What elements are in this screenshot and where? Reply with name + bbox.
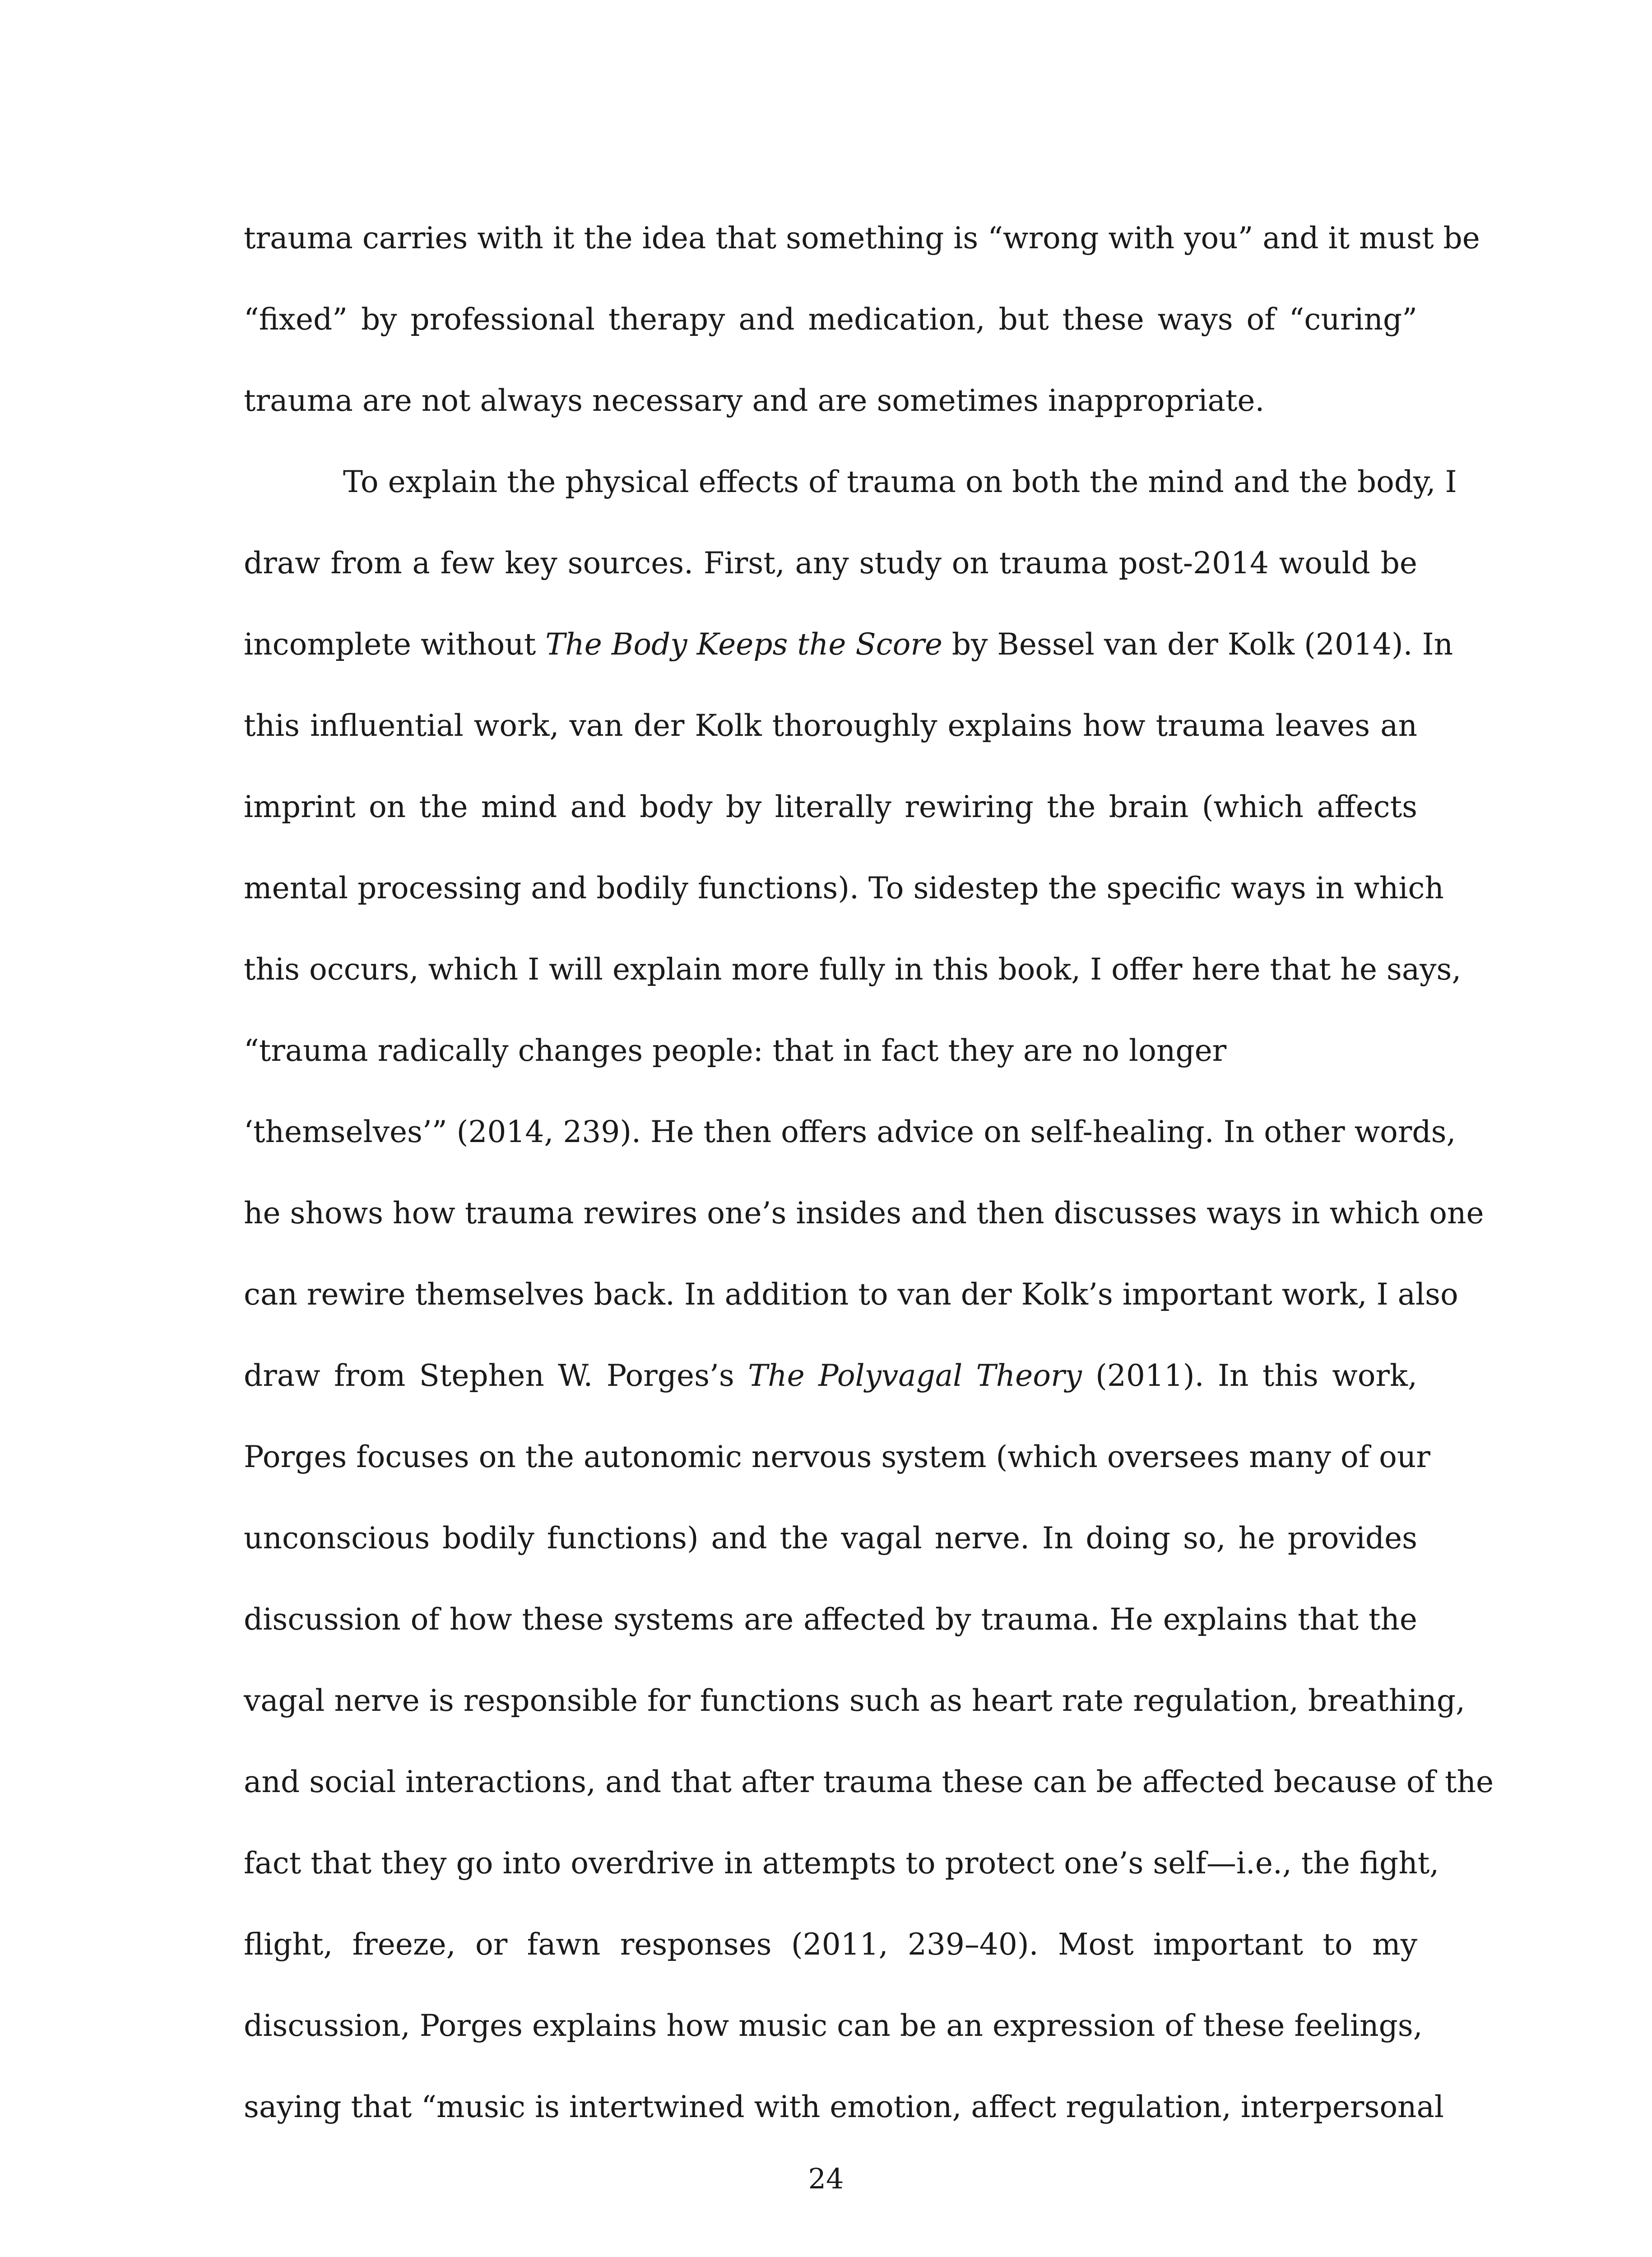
text-line bbox=[244, 1350, 1417, 1431]
text-line: ‘themselves’” (2014, 239). He then offers advice on self-healing. In other words, bbox=[244, 1115, 1456, 1149]
book-title-italic: The Body Keeps the Score bbox=[545, 627, 942, 662]
text-run: (2011). In this work, bbox=[1081, 1358, 1417, 1393]
text-line: “fixed” by professional therapy and medication, but these ways of “curing” bbox=[244, 302, 1417, 337]
text-line: this influential work, van der Kolk thoroughly explains how trauma leaves an bbox=[244, 708, 1417, 743]
book-title-italic: The Polyvagal Theory bbox=[748, 1358, 1082, 1393]
text-line: mental processing and bodily functions). To sidestep the specific ways in which bbox=[244, 871, 1444, 906]
text-line: saying that “music is intertwined with emotion, affect regulation, interpersonal bbox=[244, 2090, 1444, 2124]
body-text bbox=[244, 212, 1494, 2162]
text-run: by Bessel van der Kolk (2014). In bbox=[942, 627, 1453, 662]
text-line: he shows how trauma rewires one’s insides and then discusses ways in which one bbox=[244, 1196, 1484, 1231]
text-run: incomplete without bbox=[244, 627, 546, 662]
text-line: can rewire themselves back. In addition to van der Kolk’s important work, I also bbox=[244, 1277, 1458, 1312]
text-line: Porges focuses on the autonomic nervous system (which oversees many of our bbox=[244, 1440, 1430, 1474]
text-line: unconscious bodily functions) and the vagal nerve. In doing so, he provides bbox=[244, 1521, 1417, 1556]
text-line: “trauma radically changes people: that in fact they are no longer bbox=[244, 1033, 1227, 1068]
text-line: imprint on the mind and body by literally rewiring the brain (which affects bbox=[244, 789, 1417, 824]
text-line: fact that they go into overdrive in attempts to protect one’s self—i.e., the fight, bbox=[244, 1846, 1439, 1881]
text-line: draw from a few key sources. First, any study on trauma post-2014 would be bbox=[244, 546, 1417, 581]
text-line: flight, freeze, or fawn responses (2011, 239–40). Most important to my bbox=[244, 1927, 1417, 1962]
text-line: trauma are not always necessary and are sometimes inappropriate. bbox=[244, 383, 1265, 418]
text-line bbox=[244, 618, 1453, 700]
text-line: discussion of how these systems are affected by trauma. He explains that the bbox=[244, 1602, 1417, 1637]
text-line: discussion, Porges explains how music can be an expression of these feelings, bbox=[244, 2008, 1423, 2043]
text-line: and social interactions, and that after trauma these can be affected because of the bbox=[244, 1765, 1494, 1799]
text-run: draw from Stephen W. Porges’s bbox=[244, 1358, 748, 1393]
page-number: 24 bbox=[808, 2162, 844, 2195]
text-line: vagal nerve is responsible for functions such as heart rate regulation, breathing, bbox=[244, 1683, 1466, 1718]
text-line: To explain the physical effects of trauma on both the mind and the body, I bbox=[343, 464, 1457, 499]
text-line: this occurs, which I will explain more fully in this book, I offer here that he says, bbox=[244, 952, 1462, 987]
text-line: trauma carries with it the idea that something is “wrong with you” and it must be bbox=[244, 221, 1480, 255]
